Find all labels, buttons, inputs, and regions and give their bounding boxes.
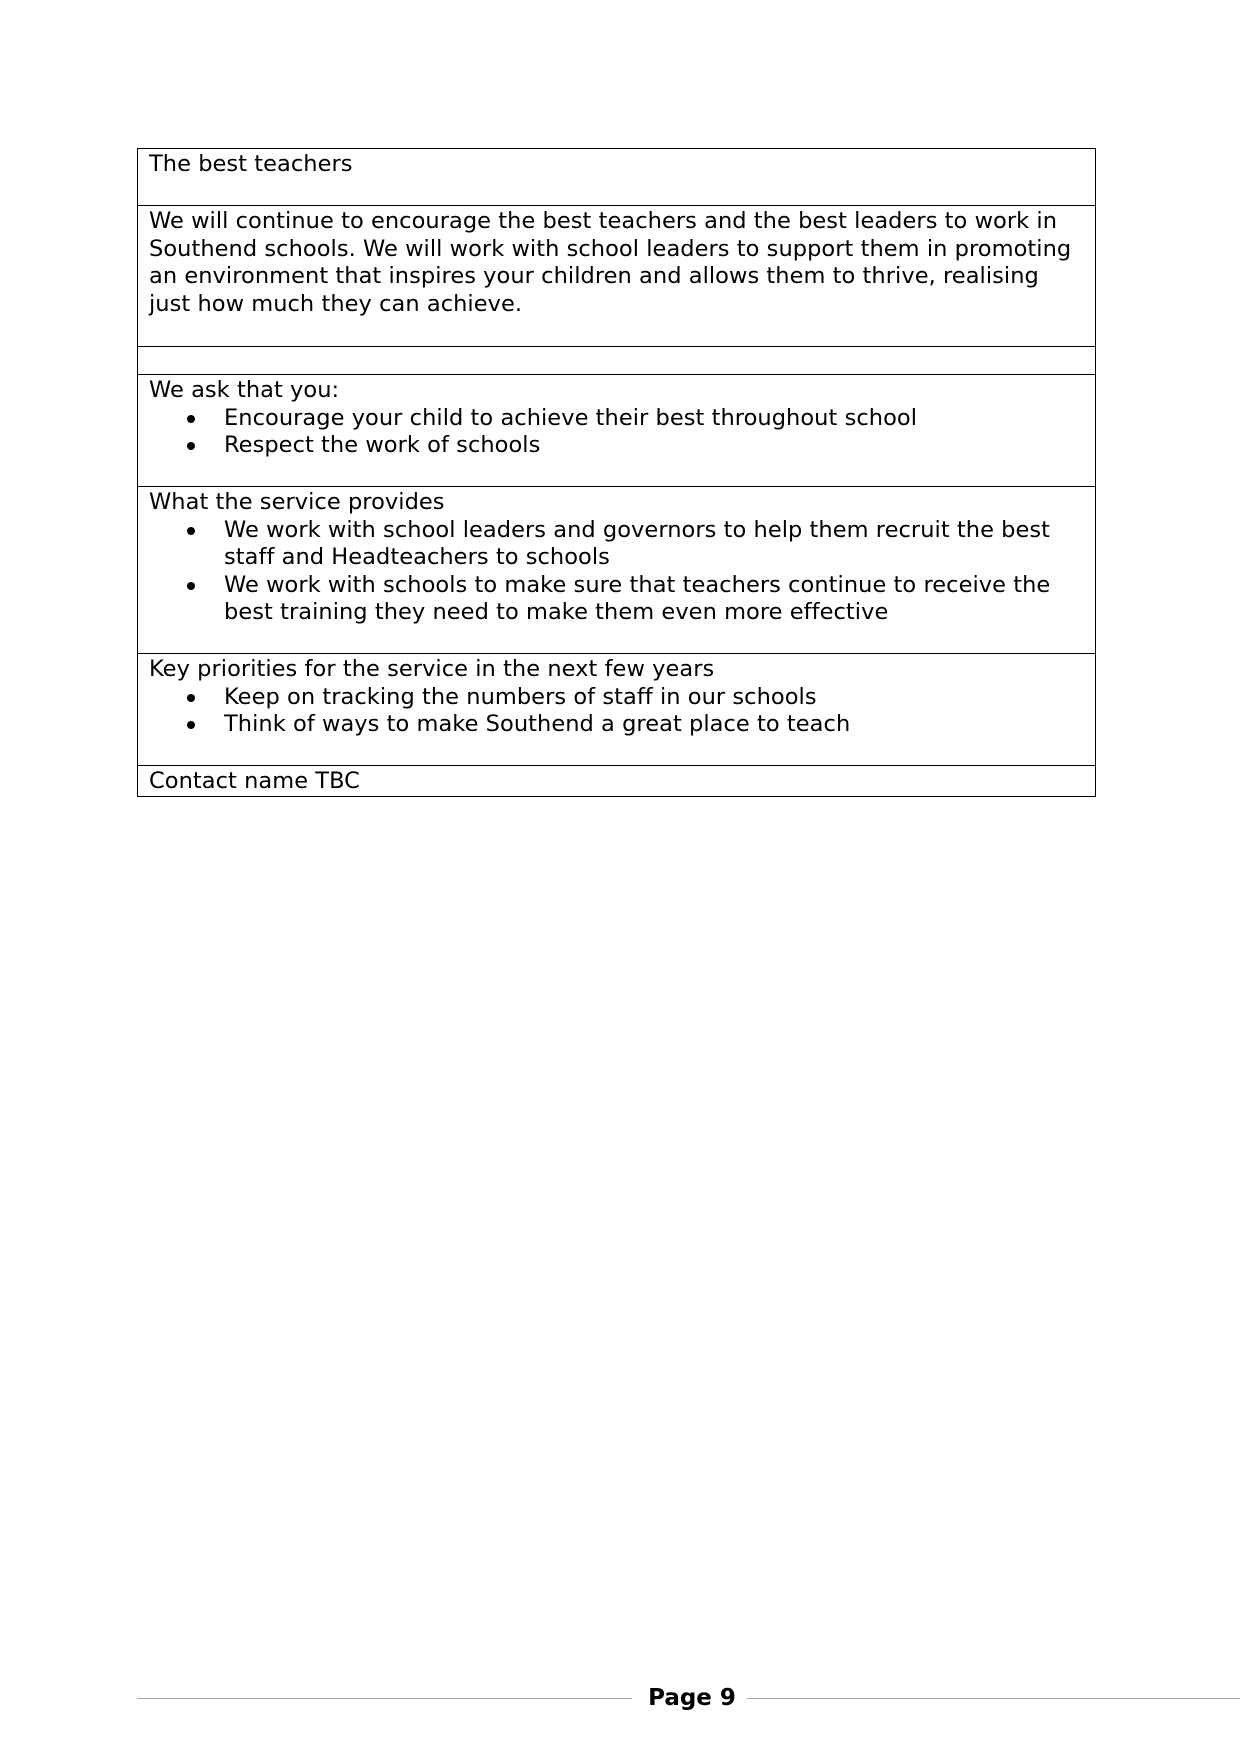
contact-row xyxy=(138,766,1096,797)
blank-cell xyxy=(138,347,1096,375)
list-item: Encourage your child to achieve their best throughout school xyxy=(224,405,1084,433)
section-title: The best teachers xyxy=(138,149,1096,206)
contact-text: Contact name TBC xyxy=(138,766,1096,797)
list-item: Respect the work of schools xyxy=(224,432,1084,460)
page-number: Page 9 xyxy=(648,1685,736,1711)
list-item: We work with schools to make sure that teachers continue to receive the best training they need to make them even more effective xyxy=(224,572,1084,627)
list-item: Keep on tracking the numbers of staff in our schools xyxy=(224,684,1084,712)
intro-row xyxy=(138,206,1096,347)
ask-heading: We ask that you: xyxy=(149,377,340,403)
blank-row xyxy=(138,347,1096,375)
priorities-row xyxy=(138,654,1096,766)
provides-heading: What the service provides xyxy=(149,489,445,515)
intro-text: We will continue to encourage the best teachers and the best leaders to work in Southend schools. We will work with school leaders to support them in promoting an environment that inspires your children and allows them to thrive, realising just how much they can achieve. xyxy=(138,206,1096,347)
priorities-list xyxy=(149,684,1084,739)
page-footer xyxy=(137,1683,1240,1713)
priorities-cell xyxy=(138,654,1096,766)
ask-cell xyxy=(138,375,1096,487)
ask-list xyxy=(149,405,1084,460)
provides-row xyxy=(138,487,1096,654)
title-row xyxy=(138,149,1096,206)
ask-row xyxy=(138,375,1096,487)
list-item: Think of ways to make Southend a great place to teach xyxy=(224,711,1084,739)
footer-rule-left xyxy=(137,1698,632,1699)
provides-cell xyxy=(138,487,1096,654)
priorities-heading: Key priorities for the service in the next few years xyxy=(149,656,715,682)
footer-rule-right xyxy=(747,1698,1240,1699)
service-table xyxy=(137,148,1096,797)
list-item: We work with school leaders and governors to help them recruit the best staff and Headteachers to schools xyxy=(224,517,1084,572)
provides-list xyxy=(149,517,1084,627)
